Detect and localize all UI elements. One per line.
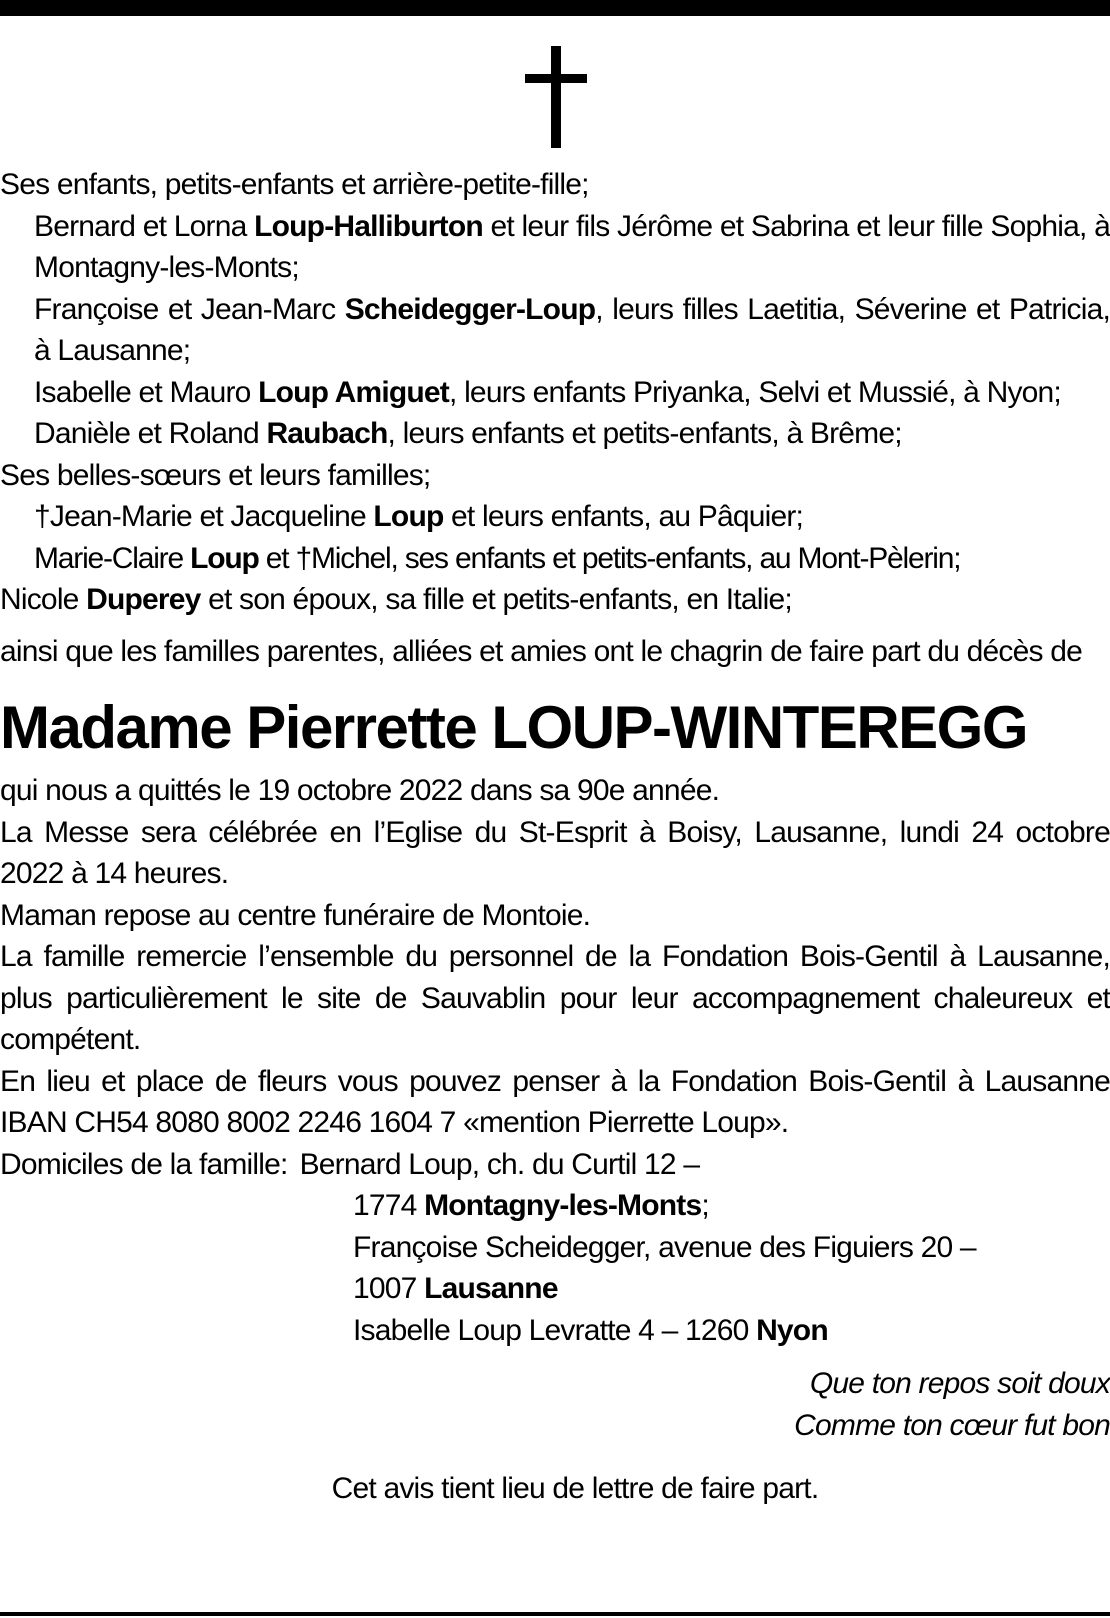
address-line: Isabelle Loup Levratte 4 – 1260 Nyon [353, 1313, 828, 1347]
deceased-name: Madame Pierrette LOUP-WINTEREGG [0, 694, 1028, 761]
poem-line: Que ton repos soit doux [809, 1367, 1110, 1400]
address-line: 1774 Montagny-les-Monts; [353, 1189, 709, 1222]
rest-location: Maman repose au centre funéraire de Montoie. [0, 898, 591, 932]
family-entry: Bernard et Lorna Loup-Halliburton et leur fils Jérôme et Sabrina et leur fille Sophia, à Montagny-les-Monts; [34, 209, 1110, 284]
donation-text: En lieu et place de fleurs vous pouvez penser à la Fondation Bois-Gentil à Lausanne IBAN CH54 8080 8002 2246 1604 7 «mention Pierrette Loup». [0, 1064, 1110, 1139]
closing-note: Cet avis tient lieu de lettre de faire part. [331, 1472, 819, 1505]
sisters-intro: Ses belles-sœurs et leurs familles; [0, 458, 431, 492]
cross-icon [525, 46, 587, 148]
domiciles-label: Domiciles de la famille: [0, 1147, 288, 1181]
poem [0, 1363, 1110, 1446]
announcement: ainsi que les familles parentes, alliées et amies ont le chagrin de faire part du décès de [0, 634, 1082, 668]
address-line: Françoise Scheidegger, avenue des Figuiers 20 – [353, 1230, 976, 1264]
children-intro: Ses enfants, petits-enfants et arrière-petite-fille; [0, 168, 589, 201]
family-entry: Françoise et Jean-Marc Scheidegger-Loup, leurs filles Laetitia, Séverine et Patricia, à Lausanne; [34, 292, 1110, 367]
family-entry: Danièle et Roland Raubach, leurs enfants et petits-enfants, à Brême; [34, 417, 902, 450]
address-line: Bernard Loup, ch. du Curtil 12 – [299, 1147, 700, 1181]
family-entry: Marie-Claire Loup et †Michel, ses enfants et petits-enfants, au Mont-Pèlerin; [34, 541, 961, 575]
top-border [0, 0, 1110, 16]
family-entry: Nicole Duperey et son époux, sa fille et petits-enfants, en Italie; [0, 583, 792, 616]
address-line: 1007 Lausanne [353, 1272, 558, 1305]
thanks-text: La famille remercie l’ensemble du personnel de la Fondation Bois-Gentil à Lausanne, plus particulièrement le site de Sauvablin pour leur accompagnement chaleureux et compétent. [0, 940, 1110, 1056]
passing-date: qui nous a quittés le 19 octobre 2022 dans sa 90e année. [0, 774, 720, 807]
bottom-border [0, 1612, 1110, 1616]
family-entry: Isabelle et Mauro Loup Amiguet, leurs enfants Priyanka, Selvi et Mussié, à Nyon; [34, 375, 1061, 409]
family-entry: †Jean-Marie et Jacqueline Loup et leurs enfants, au Pâquier; [34, 500, 804, 533]
obituary-text [0, 164, 1110, 1510]
poem-line: Comme ton cœur fut bon [794, 1408, 1110, 1442]
mass-info: La Messe sera célébrée en l’Eglise du St-Esprit à Boisy, Lausanne, lundi 24 octobre 2022 à 14 heures. [0, 815, 1110, 890]
domiciles [0, 1144, 1110, 1352]
